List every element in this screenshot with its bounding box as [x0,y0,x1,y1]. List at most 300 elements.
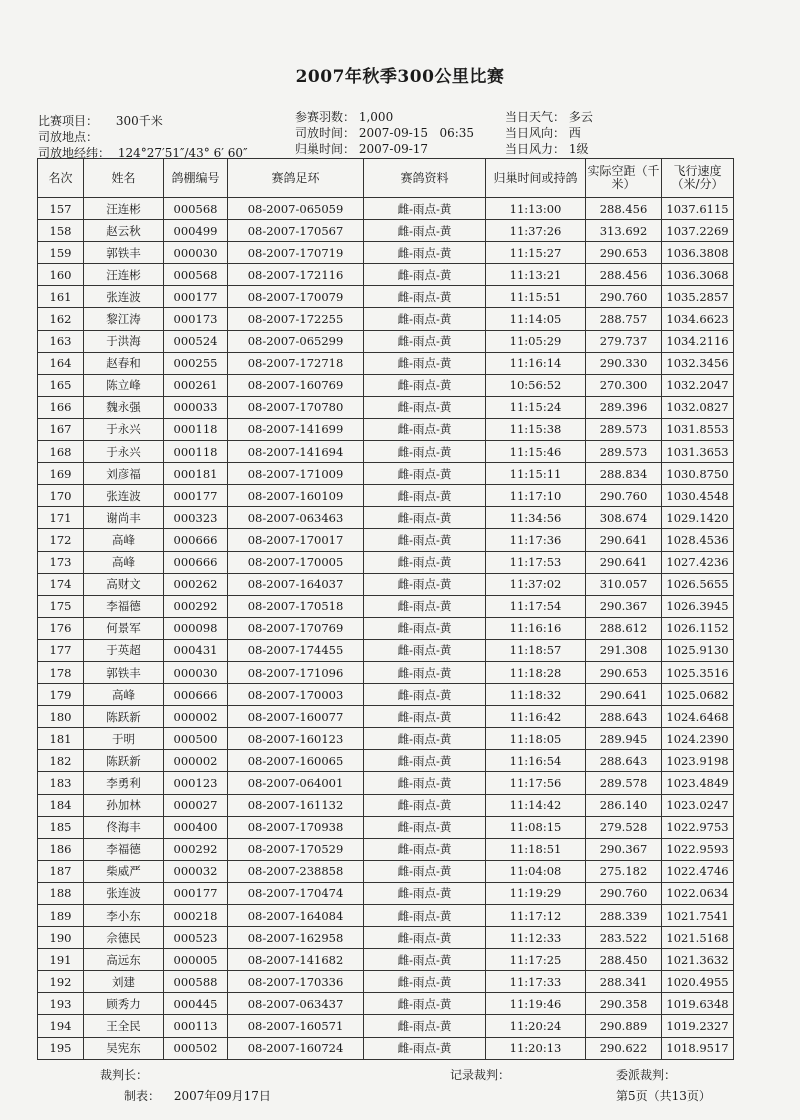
col-header-loft-id: 鸽棚编号 [164,159,228,198]
col-header-speed: 飞行速度（米/分） [662,159,734,198]
return-time-cell: 11:37:02 [486,573,586,595]
bird-info-cell: 雌-雨点-黄 [364,1015,486,1037]
return-time-cell: 11:14:42 [486,794,586,816]
return-time-value: 2007-09-17 [358,142,429,156]
rank-cell: 165 [38,374,84,396]
rank-cell: 171 [38,507,84,529]
speed-cell: 1022.4746 [662,860,734,882]
distance-cell: 290.641 [586,684,662,706]
loft-id-cell: 000568 [164,198,228,220]
name-cell: 顾秀力 [84,993,164,1015]
distance-cell: 270.300 [586,374,662,396]
bird-info-cell: 雌-雨点-黄 [364,242,486,264]
rank-cell: 182 [38,750,84,772]
race-item-label: 比赛项目： [38,114,99,128]
rank-cell: 191 [38,949,84,971]
ring-cell: 08-2007-141699 [228,418,364,440]
ring-cell: 08-2007-161132 [228,794,364,816]
rank-cell: 159 [38,242,84,264]
speed-cell: 1021.5168 [662,927,734,949]
speed-cell: 1022.0634 [662,882,734,904]
table-row [38,794,734,816]
loft-id-cell: 000002 [164,750,228,772]
speed-cell: 1035.2857 [662,286,734,308]
distance-cell: 290.760 [586,882,662,904]
rank-cell: 173 [38,551,84,573]
ring-cell: 08-2007-172718 [228,352,364,374]
loft-id-cell: 000292 [164,838,228,860]
return-time-cell: 11:18:28 [486,661,586,683]
ring-cell: 08-2007-171096 [228,661,364,683]
return-time-cell: 11:16:14 [486,352,586,374]
distance-cell: 290.889 [586,1015,662,1037]
speed-cell: 1026.3945 [662,595,734,617]
distance-cell: 289.573 [586,418,662,440]
ring-cell: 08-2007-160109 [228,485,364,507]
bird-info-cell: 雌-雨点-黄 [364,993,486,1015]
loft-id-cell: 000032 [164,860,228,882]
rank-cell: 178 [38,661,84,683]
loft-id-cell: 000002 [164,706,228,728]
loft-id-cell: 000098 [164,617,228,639]
name-cell: 于永兴 [84,441,164,463]
table-row [38,816,734,838]
speed-cell: 1030.4548 [662,485,734,507]
distance-cell: 290.367 [586,595,662,617]
name-cell: 高财文 [84,573,164,595]
speed-cell: 1026.5655 [662,573,734,595]
return-time-cell: 11:18:05 [486,728,586,750]
name-cell: 李勇利 [84,772,164,794]
loft-id-cell: 000445 [164,993,228,1015]
chief-judge-label: 裁判长： [100,1068,149,1082]
rank-cell: 186 [38,838,84,860]
ring-cell: 08-2007-160065 [228,750,364,772]
ring-cell: 08-2007-171009 [228,463,364,485]
col-header-rank: 名次 [38,159,84,198]
ring-cell: 08-2007-164037 [228,573,364,595]
table-row [38,750,734,772]
weather [505,108,593,125]
loft-id-cell: 000177 [164,882,228,904]
release-time [295,124,474,141]
bird-info-cell: 雌-雨点-黄 [364,905,486,927]
rank-cell: 163 [38,330,84,352]
ring-cell: 08-2007-172255 [228,308,364,330]
ring-cell: 08-2007-170017 [228,529,364,551]
bird-info-cell: 雌-雨点-黄 [364,838,486,860]
distance-cell: 288.757 [586,308,662,330]
return-time-cell: 11:34:56 [486,507,586,529]
table-row [38,352,734,374]
wind-direction [505,124,581,141]
bird-info-cell: 雌-雨点-黄 [364,551,486,573]
distance-cell: 290.367 [586,838,662,860]
name-cell: 李福德 [84,838,164,860]
bird-info-cell: 雌-雨点-黄 [364,639,486,661]
table-row [38,264,734,286]
return-time-cell: 11:12:33 [486,927,586,949]
loft-id-cell: 000292 [164,595,228,617]
bird-info-cell: 雌-雨点-黄 [364,352,486,374]
speed-cell: 1029.1420 [662,507,734,529]
name-cell: 李小东 [84,905,164,927]
name-cell: 何景军 [84,617,164,639]
birds-count [295,108,393,125]
speed-cell: 1036.3068 [662,264,734,286]
rank-cell: 157 [38,198,84,220]
distance-cell: 313.692 [586,220,662,242]
speed-cell: 1025.0682 [662,684,734,706]
table-row [38,441,734,463]
name-cell: 孙加林 [84,794,164,816]
ring-cell: 08-2007-170003 [228,684,364,706]
results-body [38,198,734,1060]
dispatch-judge [616,1066,676,1083]
weather-value: 多云 [568,110,593,124]
distance-cell: 290.653 [586,661,662,683]
return-time-cell: 11:19:29 [486,882,586,904]
rank-cell: 195 [38,1037,84,1059]
name-cell: 李福德 [84,595,164,617]
loft-id-cell: 000666 [164,551,228,573]
bird-info-cell: 雌-雨点-黄 [364,330,486,352]
bird-info-cell: 雌-雨点-黄 [364,485,486,507]
rank-cell: 164 [38,352,84,374]
bird-info-cell: 雌-雨点-黄 [364,441,486,463]
loft-id-cell: 000181 [164,463,228,485]
distance-cell: 279.737 [586,330,662,352]
loft-id-cell: 000400 [164,816,228,838]
return-time-cell: 11:17:36 [486,529,586,551]
speed-cell: 1021.7541 [662,905,734,927]
table-row [38,706,734,728]
speed-cell: 1036.3808 [662,242,734,264]
table-row [38,838,734,860]
table-row [38,220,734,242]
name-cell: 吴宪东 [84,1037,164,1059]
bird-info-cell: 雌-雨点-黄 [364,882,486,904]
distance-cell: 290.760 [586,286,662,308]
col-header-ring: 赛鸽足环 [228,159,364,198]
bird-info-cell: 雌-雨点-黄 [364,816,486,838]
rank-cell: 183 [38,772,84,794]
distance-cell: 290.653 [586,242,662,264]
table-header-row [38,159,734,198]
return-time-cell: 11:04:08 [486,860,586,882]
name-cell: 谢尚丰 [84,507,164,529]
name-cell: 陈跃新 [84,750,164,772]
speed-cell: 1020.4955 [662,971,734,993]
release-location-label: 司放地点： [38,130,99,144]
speed-cell: 1023.4849 [662,772,734,794]
ring-cell: 08-2007-164084 [228,905,364,927]
return-time-cell: 11:16:42 [486,706,586,728]
return-time-cell: 11:17:25 [486,949,586,971]
name-cell: 张连波 [84,286,164,308]
table-row [38,418,734,440]
table-row [38,949,734,971]
ring-cell: 08-2007-162958 [228,927,364,949]
loft-id-cell: 000255 [164,352,228,374]
return-time-cell: 11:16:16 [486,617,586,639]
wind-dir-value: 西 [568,126,581,140]
distance-cell: 290.358 [586,993,662,1015]
ring-cell: 08-2007-170567 [228,220,364,242]
return-time-cell: 11:15:51 [486,286,586,308]
bird-info-cell: 雌-雨点-黄 [364,927,486,949]
return-time [295,140,428,157]
ring-cell: 08-2007-065299 [228,330,364,352]
wind-force [505,140,588,157]
loft-id-cell: 000568 [164,264,228,286]
name-cell: 汪连彬 [84,198,164,220]
ring-cell: 08-2007-170474 [228,882,364,904]
loft-id-cell: 000177 [164,485,228,507]
return-time-cell: 11:15:27 [486,242,586,264]
birds-value: 1,000 [358,110,394,124]
page-info: 第5页（共13页） [616,1089,711,1103]
loft-id-cell: 000123 [164,772,228,794]
table-row [38,374,734,396]
rank-cell: 181 [38,728,84,750]
race-item-value: 300千米 [115,114,163,128]
bird-info-cell: 雌-雨点-黄 [364,595,486,617]
coords-label: 司放地经纬： [38,146,111,160]
return-time-label: 归巢时间： [295,142,356,156]
bird-info-cell: 雌-雨点-黄 [364,507,486,529]
return-time-cell: 11:14:05 [486,308,586,330]
table-row [38,330,734,352]
distance-cell: 289.945 [586,728,662,750]
return-time-cell: 11:15:24 [486,396,586,418]
ring-cell: 08-2007-170336 [228,971,364,993]
name-cell: 于明 [84,728,164,750]
wind-force-value: 1级 [568,142,589,156]
ring-cell: 08-2007-170769 [228,617,364,639]
col-header-name: 姓名 [84,159,164,198]
loft-id-cell: 000218 [164,905,228,927]
distance-cell: 288.612 [586,617,662,639]
table-row [38,595,734,617]
return-time-cell: 11:18:51 [486,838,586,860]
speed-cell: 1019.2327 [662,1015,734,1037]
return-time-cell: 11:19:46 [486,993,586,1015]
return-time-cell: 10:56:52 [486,374,586,396]
speed-cell: 1025.9130 [662,639,734,661]
name-cell: 陈立峰 [84,374,164,396]
bird-info-cell: 雌-雨点-黄 [364,529,486,551]
return-time-cell: 11:16:54 [486,750,586,772]
loft-id-cell: 000666 [164,684,228,706]
ring-cell: 08-2007-170938 [228,816,364,838]
distance-cell: 289.578 [586,772,662,794]
ring-cell: 08-2007-064001 [228,772,364,794]
return-time-cell: 11:15:11 [486,463,586,485]
bird-info-cell: 雌-雨点-黄 [364,463,486,485]
name-cell: 佘德民 [84,927,164,949]
speed-cell: 1032.0827 [662,396,734,418]
rank-cell: 158 [38,220,84,242]
distance-cell: 288.341 [586,971,662,993]
table-row [38,882,734,904]
ring-cell: 08-2007-170005 [228,551,364,573]
speed-cell: 1032.2047 [662,374,734,396]
speed-cell: 1027.4236 [662,551,734,573]
distance-cell: 289.396 [586,396,662,418]
name-cell: 于英超 [84,639,164,661]
speed-cell: 1030.8750 [662,463,734,485]
ring-cell: 08-2007-160123 [228,728,364,750]
name-cell: 魏永强 [84,396,164,418]
rank-cell: 179 [38,684,84,706]
speed-cell: 1031.8553 [662,418,734,440]
loft-id-cell: 000262 [164,573,228,595]
table-row [38,728,734,750]
name-cell: 高峰 [84,529,164,551]
ring-cell: 08-2007-063463 [228,507,364,529]
return-time-cell: 11:17:12 [486,905,586,927]
rank-cell: 166 [38,396,84,418]
return-time-cell: 11:13:21 [486,264,586,286]
loft-id-cell: 000030 [164,661,228,683]
loft-id-cell: 000118 [164,418,228,440]
loft-id-cell: 000431 [164,639,228,661]
return-time-cell: 11:15:46 [486,441,586,463]
table-row [38,1015,734,1037]
bird-info-cell: 雌-雨点-黄 [364,286,486,308]
release-time-label: 司放时间： [295,126,356,140]
bird-info-cell: 雌-雨点-黄 [364,418,486,440]
return-time-cell: 11:17:53 [486,551,586,573]
distance-cell: 288.834 [586,463,662,485]
table-row [38,551,734,573]
name-cell: 佟海丰 [84,816,164,838]
name-cell: 于洪海 [84,330,164,352]
name-cell: 高远东 [84,949,164,971]
weather-label: 当日天气： [505,110,566,124]
rank-cell: 172 [38,529,84,551]
speed-cell: 1019.6348 [662,993,734,1015]
distance-cell: 290.622 [586,1037,662,1059]
rank-cell: 192 [38,971,84,993]
name-cell: 于永兴 [84,418,164,440]
speed-cell: 1034.2116 [662,330,734,352]
speed-cell: 1025.3516 [662,661,734,683]
rank-cell: 161 [38,286,84,308]
return-time-cell: 11:17:56 [486,772,586,794]
table-row [38,661,734,683]
bird-info-cell: 雌-雨点-黄 [364,794,486,816]
rank-cell: 174 [38,573,84,595]
return-time-cell: 11:08:15 [486,816,586,838]
rank-cell: 193 [38,993,84,1015]
rank-cell: 169 [38,463,84,485]
table-row [38,1037,734,1059]
loft-id-cell: 000118 [164,441,228,463]
loft-id-cell: 000499 [164,220,228,242]
bird-info-cell: 雌-雨点-黄 [364,308,486,330]
distance-cell: 290.641 [586,551,662,573]
table-row [38,463,734,485]
rank-cell: 167 [38,418,84,440]
return-time-cell: 11:17:33 [486,971,586,993]
name-cell: 高峰 [84,551,164,573]
speed-cell: 1032.3456 [662,352,734,374]
ring-cell: 08-2007-063437 [228,993,364,1015]
ring-cell: 08-2007-174455 [228,639,364,661]
name-cell: 王全民 [84,1015,164,1037]
loft-id-cell: 000524 [164,330,228,352]
table-row [38,308,734,330]
table-row [38,772,734,794]
rank-cell: 168 [38,441,84,463]
speed-cell: 1021.3632 [662,949,734,971]
distance-cell: 288.643 [586,750,662,772]
bird-info-cell: 雌-雨点-黄 [364,220,486,242]
release-time-value: 2007-09-15 06:35 [358,126,475,140]
page-title: 2007年秋季300公里比赛 [295,67,505,87]
prepared-label: 制表： [124,1089,161,1103]
bird-info-cell: 雌-雨点-黄 [364,374,486,396]
dispatch-judge-label: 委派裁判： [616,1068,677,1082]
distance-cell: 308.674 [586,507,662,529]
table-row [38,993,734,1015]
distance-cell: 290.641 [586,529,662,551]
table-row [38,617,734,639]
distance-cell: 288.643 [586,706,662,728]
bird-info-cell: 雌-雨点-黄 [364,684,486,706]
table-row [38,684,734,706]
results-table [37,158,734,1060]
loft-id-cell: 000173 [164,308,228,330]
speed-cell: 1037.2269 [662,220,734,242]
name-cell: 赵云秋 [84,220,164,242]
distance-cell: 279.528 [586,816,662,838]
loft-id-cell: 000113 [164,1015,228,1037]
rank-cell: 180 [38,706,84,728]
speed-cell: 1028.4536 [662,529,734,551]
name-cell: 陈跃新 [84,706,164,728]
return-time-cell: 11:15:38 [486,418,586,440]
release-location [38,128,98,145]
ring-cell: 08-2007-065059 [228,198,364,220]
ring-cell: 08-2007-160724 [228,1037,364,1059]
rank-cell: 177 [38,639,84,661]
rank-cell: 162 [38,308,84,330]
distance-cell: 288.456 [586,198,662,220]
ring-cell: 08-2007-160077 [228,706,364,728]
name-cell: 郭铁丰 [84,661,164,683]
loft-id-cell: 000033 [164,396,228,418]
distance-cell: 275.182 [586,860,662,882]
loft-id-cell: 000027 [164,794,228,816]
bird-info-cell: 雌-雨点-黄 [364,264,486,286]
return-time-cell: 11:13:00 [486,198,586,220]
ring-cell: 08-2007-170719 [228,242,364,264]
table-row [38,198,734,220]
speed-cell: 1023.9198 [662,750,734,772]
table-row [38,396,734,418]
table-row [38,507,734,529]
ring-cell: 08-2007-141694 [228,441,364,463]
ring-cell: 08-2007-172116 [228,264,364,286]
bird-info-cell: 雌-雨点-黄 [364,573,486,595]
prepared-date: 2007年09月17日 [173,1089,271,1103]
speed-cell: 1034.6623 [662,308,734,330]
name-cell: 刘彦福 [84,463,164,485]
distance-cell: 288.450 [586,949,662,971]
